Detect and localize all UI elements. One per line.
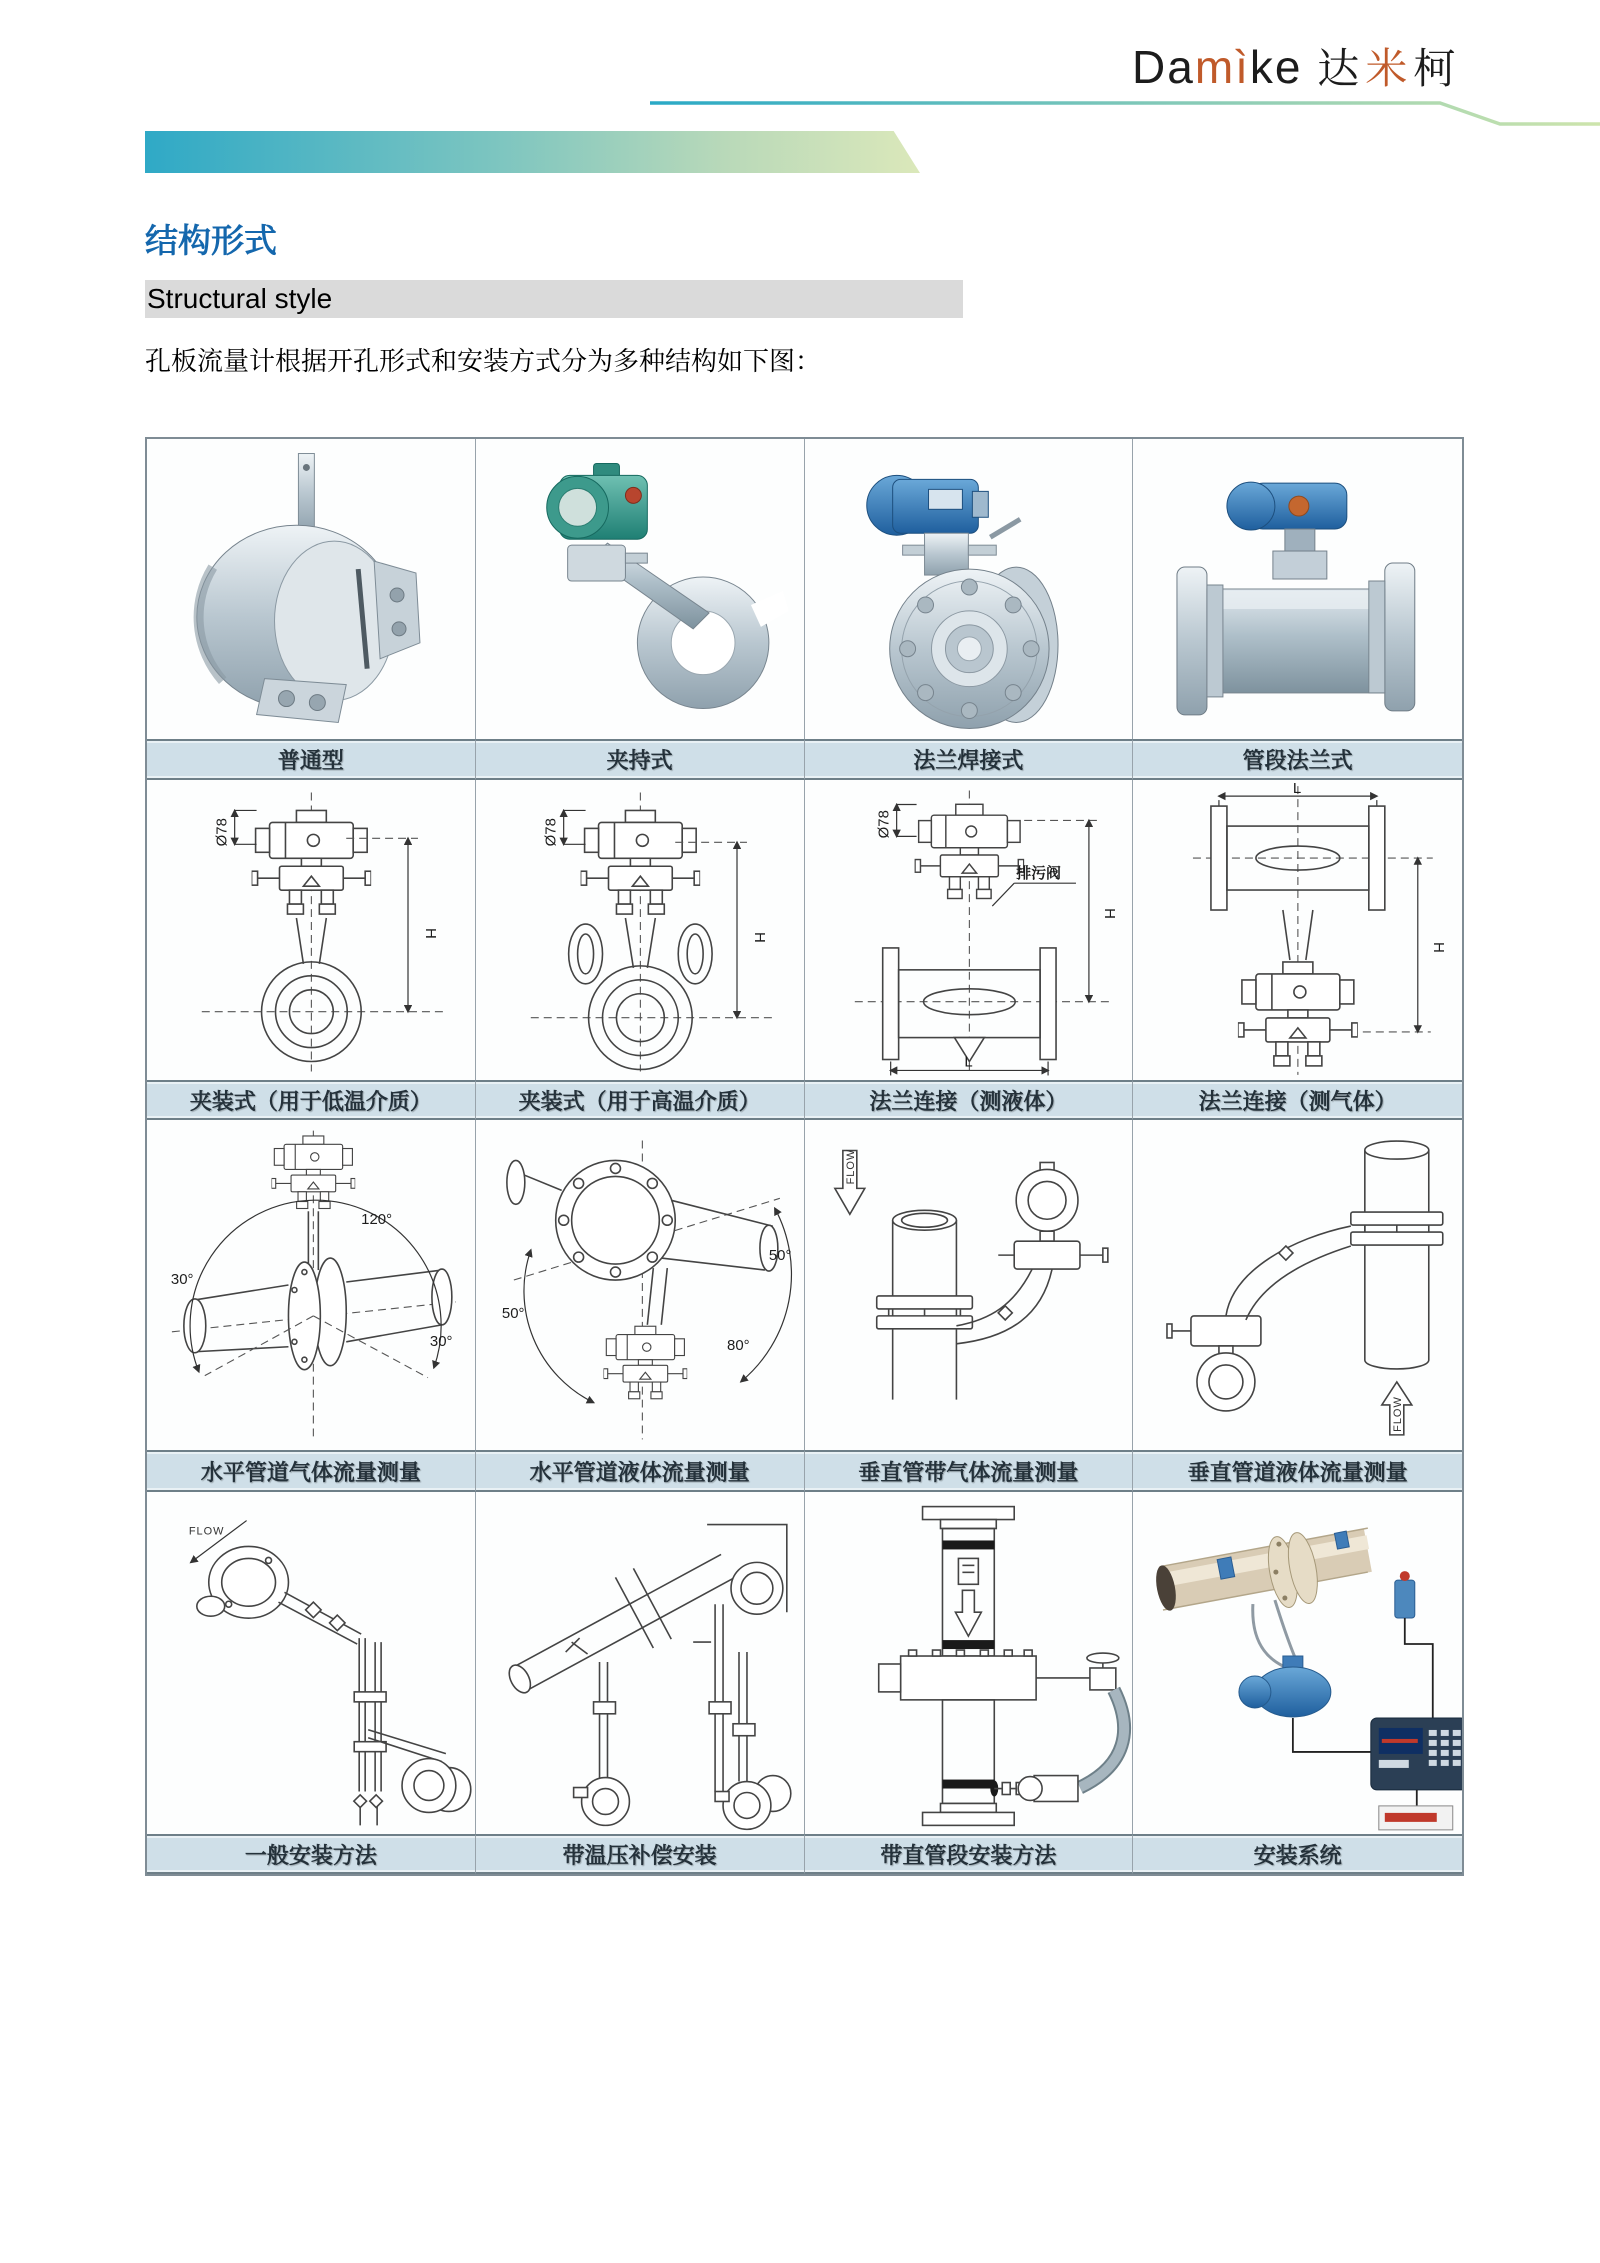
page-title-english: Structural style bbox=[147, 283, 333, 314]
figure-cell-horizontal-liquid bbox=[476, 1120, 805, 1450]
angle-label-30: 30° bbox=[429, 1332, 453, 1350]
figure-cell-flange-welded bbox=[805, 439, 1134, 739]
caption-ordinary-type: 普通型 bbox=[147, 739, 476, 780]
angle-label-50: 50° bbox=[768, 1247, 792, 1265]
brand-logo bbox=[1132, 36, 1461, 96]
caption-flange-gas: 法兰连接（测气体） bbox=[1133, 1080, 1462, 1120]
dim-label-l: L bbox=[963, 1053, 973, 1071]
drawing-temp-pressure-install bbox=[476, 1492, 804, 1834]
drawing-clampmount-hightemp bbox=[476, 780, 804, 1080]
flow-label: FLOW bbox=[844, 1148, 857, 1185]
caption-horizontal-liquid: 水平管道液体流量测量 bbox=[476, 1450, 805, 1492]
dim-label-dia78: Ø78 bbox=[213, 818, 231, 847]
caption-clamp-type: 夹持式 bbox=[476, 739, 805, 780]
intro-text: 孔板流量计根据开孔形式和安装方式分为多种结构如下图： bbox=[145, 347, 822, 376]
figure-cell-vertical-liquid bbox=[1133, 1120, 1462, 1450]
caption-install-system: 安装系统 bbox=[1133, 1834, 1462, 1874]
flow-label: FLOW bbox=[188, 1525, 225, 1538]
flow-label: FLOW bbox=[1392, 1396, 1405, 1432]
caption-vertical-gas: 垂直管带气体流量测量 bbox=[805, 1450, 1134, 1492]
logo-text-ke: ke bbox=[1249, 41, 1303, 93]
angle-label-120: 120° bbox=[361, 1211, 393, 1229]
caption-temp-pressure-compensated: 带温压补偿安装 bbox=[476, 1834, 805, 1874]
photo-wafer-orifice bbox=[476, 439, 804, 739]
caption-general-install: 一般安装方法 bbox=[147, 1834, 476, 1874]
structure-figure-table bbox=[145, 437, 1464, 1876]
page-title-english-bar bbox=[145, 280, 963, 318]
figure-cell-flange-liquid bbox=[805, 780, 1134, 1080]
figure-cell-clampmount-hightemp bbox=[476, 780, 805, 1080]
drawing-vertical-liquid-measure bbox=[1133, 1120, 1462, 1450]
logo-cn-ke: 柯 bbox=[1413, 45, 1462, 92]
drawing-vertical-gas-measure bbox=[805, 1120, 1133, 1450]
drawing-clampmount-lowtemp bbox=[147, 780, 475, 1080]
dim-label-dia78: Ø78 bbox=[542, 818, 560, 847]
photo-flange-welded-orifice bbox=[805, 439, 1133, 739]
logo-text-mi: mì bbox=[1194, 41, 1250, 93]
caption-horizontal-gas: 水平管道气体流量测量 bbox=[147, 1450, 476, 1492]
caption-clampmount-lowtemp: 夹装式（用于低温介质） bbox=[147, 1080, 476, 1120]
logo-text-da: Da bbox=[1132, 41, 1195, 93]
figure-cell-general-install bbox=[147, 1492, 476, 1834]
photo-spool-flange-meter bbox=[1133, 439, 1462, 739]
logo-cn-mi: 米 bbox=[1365, 45, 1414, 92]
figure-cell-straight-pipe-install bbox=[805, 1492, 1134, 1834]
figure-cell-clamp-type bbox=[476, 439, 805, 739]
drawing-horizontal-gas-measure bbox=[147, 1120, 475, 1450]
caption-flange-welded: 法兰焊接式 bbox=[805, 739, 1134, 780]
dim-label-dia78: Ø78 bbox=[875, 810, 893, 839]
photo-ordinary-orifice bbox=[147, 439, 475, 739]
dim-label-l: L bbox=[1293, 780, 1302, 798]
caption-clampmount-hightemp: 夹装式（用于高温介质） bbox=[476, 1080, 805, 1120]
figure-cell-ordinary-type bbox=[147, 439, 476, 739]
drawing-horizontal-liquid-measure bbox=[476, 1120, 804, 1450]
angle-label-80: 80° bbox=[726, 1336, 750, 1354]
drawing-flange-connect-liquid bbox=[805, 780, 1133, 1080]
caption-pipe-flange: 管段法兰式 bbox=[1133, 739, 1462, 780]
drawing-general-install bbox=[147, 1492, 475, 1834]
angle-label-50: 50° bbox=[501, 1304, 525, 1322]
figure-cell-install-system bbox=[1133, 1492, 1462, 1834]
caption-straight-pipe-install: 带直管段安装方法 bbox=[805, 1834, 1134, 1874]
dim-label-h: H bbox=[421, 928, 439, 939]
figure-cell-temp-pressure-compensated bbox=[476, 1492, 805, 1834]
section-gradient-bar bbox=[145, 131, 920, 173]
caption-vertical-liquid: 垂直管道液体流量测量 bbox=[1133, 1450, 1462, 1492]
angle-label-30: 30° bbox=[170, 1271, 194, 1289]
figure-cell-horizontal-gas bbox=[147, 1120, 476, 1450]
figure-cell-clampmount-lowtemp bbox=[147, 780, 476, 1080]
drawing-straight-pipe-install bbox=[805, 1492, 1133, 1834]
caption-flange-liquid: 法兰连接（测液体） bbox=[805, 1080, 1134, 1120]
drawing-install-system bbox=[1133, 1492, 1462, 1834]
figure-cell-pipe-flange bbox=[1133, 439, 1462, 739]
header-divider-line bbox=[648, 92, 1600, 134]
dim-label-h: H bbox=[1430, 941, 1448, 953]
logo-cn-da: 达 bbox=[1317, 45, 1366, 92]
figure-cell-vertical-gas bbox=[805, 1120, 1134, 1450]
page-title-chinese: 结构形式 bbox=[145, 222, 277, 259]
dim-label-h: H bbox=[1100, 908, 1118, 919]
drain-valve-label: 排污阀 bbox=[1015, 865, 1061, 883]
drawing-flange-connect-gas bbox=[1133, 780, 1462, 1080]
figure-cell-flange-gas bbox=[1133, 780, 1462, 1080]
dim-label-h: H bbox=[750, 931, 768, 943]
